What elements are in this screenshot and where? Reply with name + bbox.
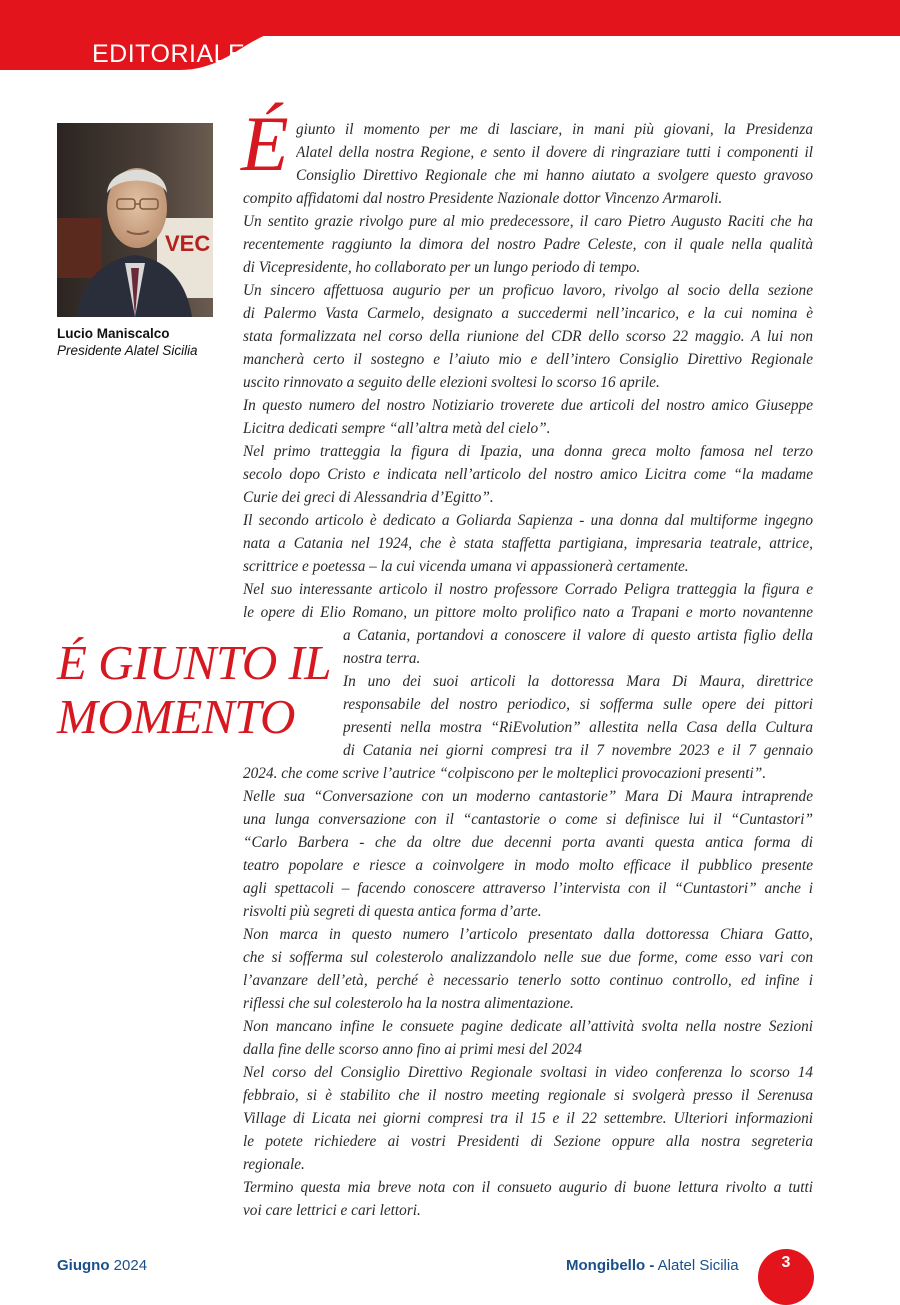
page-number: 3 <box>781 1254 791 1271</box>
body-line: Nel corso del Consiglio Direttivo Regionale svoltasi in video conferenza lo scorso 14 <box>243 1064 813 1081</box>
body-line: agli spettacoli – facendo conoscere attraverso l’intervista con il “Cuntastori” anche i <box>243 880 813 897</box>
body-line: una lunga conversazione con il “cantastorie o come si definisce lui il “Cuntastori” <box>243 811 813 828</box>
body-line: secolo dopo Cristo e indicata nell’articolo del nostro amico Licitra come “la madame <box>243 466 813 483</box>
author-role: Presidente Alatel Sicilia <box>57 343 198 358</box>
body-line: Consiglio Direttivo Regionale che mi hanno aiutato a svolgere questo gravoso <box>296 167 813 184</box>
body-line: Un sentito grazie rivolgo pure al mio predecessore, il caro Pietro Augusto Raciti che ha <box>243 213 813 230</box>
body-line: presenti nella mostra “RiEvolution” allestita nella Casa della Cultura <box>343 719 813 736</box>
section-label: EDITORIALE <box>92 40 246 68</box>
body-line: di Palermo Vasta Carmelo, designato a succedermi nell’incarico, e la cui nomina è <box>243 305 813 322</box>
title-line: É GIUNTO IL <box>57 635 332 690</box>
body-line: scrittrice e poetessa – la cui vicenda umana vi appassionerà certamente. <box>243 558 689 575</box>
body-line: Nelle sua “Conversazione con un moderno cantastorie” Mara Di Maura intraprende <box>243 788 813 805</box>
body-line: stata formalizzata nel corso della riunione del CDR dello scorso 22 maggio. A lui non <box>243 328 813 345</box>
footer-publication <box>566 1257 739 1274</box>
footer-org: Alatel Sicilia <box>657 1257 739 1274</box>
body-line: di Vicepresidente, ho collaborato per un lungo periodo di tempo. <box>243 259 641 276</box>
body-line: mancherà certo il sostegno e l’aiuto mio e dell’intero Consiglio Direttivo Regionale <box>243 351 813 368</box>
footer-separator: - <box>649 1257 655 1274</box>
footer-month: Giugno <box>57 1257 110 1274</box>
body-line: Village di Licata nei giorni compresi tra il 15 e il 22 settembre. Ulteriori informazioni <box>243 1110 813 1127</box>
body-line: Curie dei greci di Alessandria d’Egitto”. <box>243 489 494 506</box>
body-line: giunto il momento per me di lasciare, in mani più giovani, la Presidenza <box>296 121 813 138</box>
body-line: 2024. che come scrive l’autrice “colpiscono per le molteplici provocazioni presenti”. <box>243 765 767 782</box>
body-line: nostra terra. <box>343 650 421 667</box>
body-line: le potete richiedere ai vostri Presidenti di Sezione oppure alla nostra segreteria <box>243 1133 813 1150</box>
body-line: che si sofferma sul colesterolo analizzandolo nelle sue due forme, come esso vari con <box>243 949 813 966</box>
body-line: In uno dei suoi articoli la dottoressa Mara Di Maura, direttrice <box>343 673 813 690</box>
author-name: Lucio Maniscalco <box>57 326 170 341</box>
body-line: l’avanzare dell’età, perché è necessario tenerlo sotto continuo controllo, ed infine i <box>243 972 813 989</box>
footer-year: 2024 <box>113 1257 148 1274</box>
body-line: voi care lettrici e cari lettori. <box>243 1202 421 1219</box>
svg-text:VEC: VEC <box>165 231 211 256</box>
body-line: Nel suo interessante articolo il nostro professore Corrado Peligra tratteggia la figura e <box>243 581 813 598</box>
body-line: nata a Catania nel 1924, che è stata staffetta partigiana, impresaria teatrale, attrice, <box>243 535 813 552</box>
body-line: Licitra dedicati sempre “all’altra metà del cielo”. <box>243 420 551 437</box>
body-line: Nel primo tratteggia la figura di Ipazia, una donna greca molto famosa nel terzo <box>243 443 813 460</box>
body-line: Non marca in questo numero l’articolo presentato dalla dottoressa Chiara Gatto, <box>243 926 813 943</box>
body-line: a Catania, portandovi a conoscere il valore di questo artista figlio della <box>343 627 813 644</box>
body-line: regionale. <box>243 1156 305 1173</box>
title-line: MOMENTO <box>57 689 295 744</box>
body-line: risvolti più segreti di questa antica forma d’arte. <box>243 903 542 920</box>
footer-magazine: Mongibello <box>566 1257 646 1274</box>
drop-cap: É <box>241 100 289 187</box>
body-line: Non mancano infine le consuete pagine dedicate all’attività svolta nella nostre Sezioni <box>243 1018 813 1035</box>
body-line: di Catania nei giorni compresi tra il 7 novembre 2023 e il 7 gennaio <box>343 742 813 759</box>
footer-date <box>57 1257 147 1274</box>
body-line: uscito rinnovato a seguito delle elezioni svoltesi lo scorso 16 aprile. <box>243 374 660 391</box>
body-line: In questo numero del nostro Notiziario troverete due articoli del nostro amico Giuseppe <box>243 397 813 414</box>
body-line: dalla fine delle scorso anno fino ai primi mesi del 2024 <box>243 1041 583 1058</box>
body-line: recentemente raggiunto la dimora del nostro Padre Celeste, con il quale nella qualità <box>243 236 813 253</box>
body-line: Il secondo articolo è dedicato a Goliarda Sapienza - una donna dal multiforme ingegno <box>243 512 813 529</box>
body-line: teatro popolare e riesce a coinvolgere in modo molto efficace il pubblico presente <box>243 857 813 874</box>
body-line: Termino questa mia breve nota con il consueto augurio di buone lettura rivolto a tutti <box>243 1179 813 1196</box>
body-line: Alatel della nostra Regione, e sento il dovere di ringraziare tutti i componenti il <box>296 144 813 161</box>
body-line: Un sincero affettuosa augurio per un proficuo lavoro, rivolgo al socio della sezione <box>243 282 813 299</box>
body-line: riflessi che sul colesterolo ha la nostra alimentazione. <box>243 995 574 1012</box>
body-line: febbraio, si è stabilito che il nostro meeting regionale si svolgerà presso il Serenusa <box>243 1087 813 1104</box>
body-line: compito affidatomi dal nostro Presidente Nazionale dottor Vincenzo Armaroli. <box>243 190 723 207</box>
body-line: responsabile del nostro periodico, si sofferma sulle opere dei pittori <box>343 696 813 713</box>
body-line: “Carlo Barbera - che da oltre due decenni porta avanti questa antica forma di <box>243 834 813 851</box>
body-line: le opere di Elio Romano, un pittore molto prolifico nato a Trapani e morto novantenne <box>243 604 813 621</box>
